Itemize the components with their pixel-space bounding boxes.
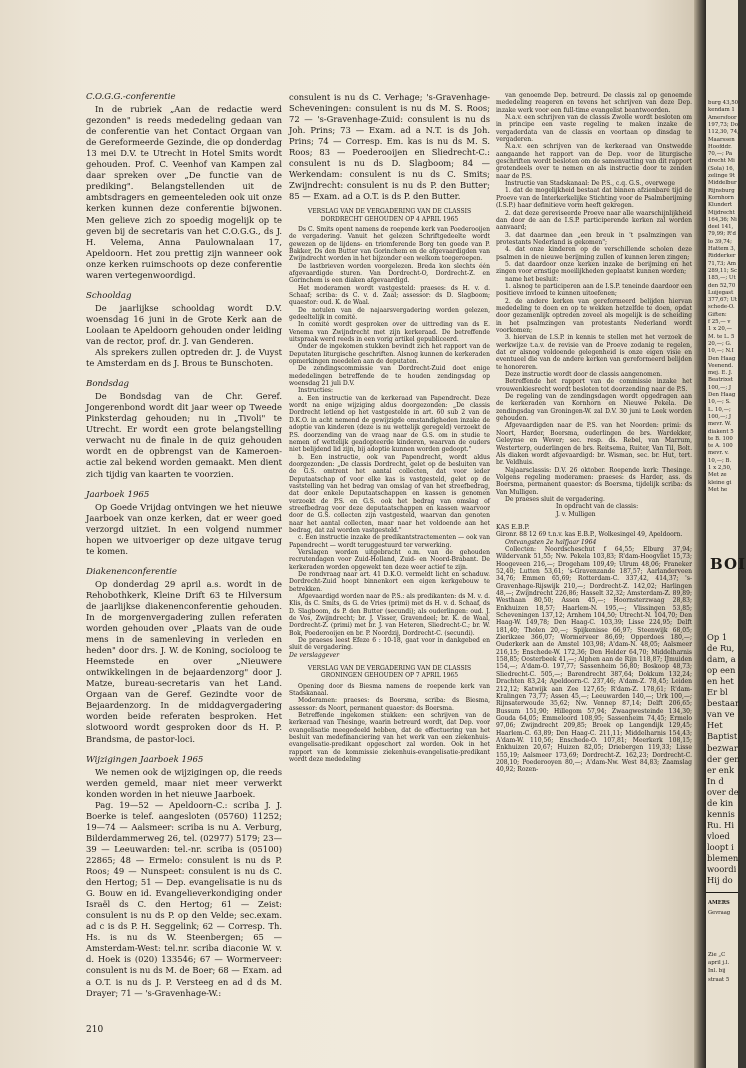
- next-page-line: Met ze: [708, 472, 727, 479]
- next-page-line: Rijnsburg: [708, 187, 735, 194]
- next-page-line: Klundert: [708, 202, 733, 209]
- next-page-line: te A. 100: [708, 443, 733, 450]
- next-page-line: Hij do: [707, 875, 733, 886]
- next-page-line: 100,—; J: [708, 413, 732, 420]
- next-page-line: Luijegast: [708, 289, 734, 296]
- next-page-line: Zie „C: [708, 952, 726, 958]
- next-page-line: te B. 100: [708, 435, 733, 442]
- report-paragraph: 5. dat daardoor onze kerken inzake de berijming en het zingen voor ernstige moeilijkheden geplaatst kunnen worden;: [496, 260, 692, 276]
- report-paragraph: Onder de ingekomen stukken bevindt zich het rapport van de Deputaten liturgische geschriften. Alsnog kunnen de kerkeraden opmerkingen meedelen aan de deputaten.: [289, 343, 490, 366]
- signature-line-1: In opdracht van de classis:: [556, 503, 639, 511]
- next-page-line: Met he: [708, 486, 728, 493]
- kas-intro: Gironr. 88 12 69 t.n.v. kas E.B.P., Wolkesingel 49, Apeldoorn.: [496, 531, 683, 539]
- next-page-line: drecht Mi: [708, 158, 735, 165]
- column-3: [496, 92, 692, 774]
- next-page-line: mevr. W.: [708, 421, 732, 428]
- paragraph-schooldag-1: De jaarlijkse schooldag wordt D.V. woensdag 16 juni in de Grote Kerk aan de Loolaan te Apeldoorn gehouden onder leiding van de rector, prof. dr. J. van Genderen.: [86, 302, 282, 346]
- next-page-line: lo 39,74;: [708, 238, 732, 245]
- report-paragraph: van genoemde Dep. betreurd. De classis zal op genoemde mededeling reageren en tevens het schrijven van deze Dep. inzake werk voor een full-time evangelist beantwoorden.: [496, 92, 692, 114]
- divider-line: [706, 892, 738, 893]
- next-page-line: 10,—; S.: [708, 399, 731, 406]
- next-page-line: burg 43,50: [708, 100, 739, 106]
- next-page-line: In d: [707, 775, 724, 786]
- report-paragraph: Betreffende het rapport van de commissie inzake het vrouwenkiesrecht wordt besloten tot doorzending naar de P.S.: [496, 378, 692, 393]
- next-page-line: bestaar: [707, 698, 739, 709]
- next-page-line: 1 x 2,50,: [708, 465, 732, 471]
- next-page-line: Mijdrecht: [708, 209, 735, 216]
- section-heading-bondsdag: Bondsdag: [86, 379, 130, 390]
- report-signature-dordrecht: De verslaggever: [289, 651, 340, 659]
- next-page-line: woordi: [707, 864, 737, 875]
- paragraph-schooldag-2: Als sprekers zullen optreden dr. J. de Vuyst te Amsterdam en ds J. Brous te Bunschoten.: [86, 347, 282, 369]
- report-title-groningen: VERSLAG VAN DE VERGADERING VAN DE CLASSIS GRONINGEN GEHOUDEN OP 7 APRIL 1965: [307, 665, 472, 680]
- report-paragraph: Afgevaardigd worden naar de P.S.: als predikanten: ds M. v. d. Klis, ds C. Smits, ds G. de Vries (primi) met ds H. v. d. Schaaf, ds D. Slagboom, ds P. den Butter (secundi); als ouderlingen: oud. J. de Vos, Zwijndrecht; br. J. Visser, Gravendeel; br. K. de Waal, Dordrecht-Z. (primi) met br. J. van Heteren, Sliedrecht-C.; br. W. Bok, Poederooijen en br. P. Noordzij, Dordrecht-C. (secundi).: [289, 593, 490, 637]
- report-paragraph: Moderamen: praeses: ds Boersma, scriba: ds Biesma, assessor: ds Noort, permanent quaestor: ds Boersma.: [289, 697, 490, 712]
- paragraph-cogg: In de rubriek „Aan de redactie werd gezonden" is reeds mededeling gedaan van de conferentie van het Contact Orgaan van de Gereformeerde Gezinde, die op donderdag 13 mei D.V. te Utrecht in Hotel Smits wordt gehouden. Prof. C. Veenhof van Kampen zal daar spreken over „De functie van de prediking". Belangstellenden uit de ambtsdragers en gemeenteleden ook uit onze kerken kunnen deze conferentie bijwonen. Men gelieve zich zo spoedig mogelijk op te geven bij de secretaris van het C.O.G.G., ds J. H. Velema, Anna Paulownalaan 17, Apeldoorn. Het zou prettig zijn wanneer ook onze kerken ruimschoots op deze conferentie waren vertegenwoordigd.: [86, 104, 282, 280]
- next-page-line: straat 5: [708, 976, 730, 983]
- next-page-line: Baptist: [707, 731, 738, 742]
- paragraph-wijzigingen-continued: consulent is nu ds C. Verhage; 's-Gravenhage-Scheveningen: consulent is nu ds M. S. Roos; 72 — 's-Gravenhage-Zuid: consulent is nu ds Joh. Prins; 73 — Exam. ad a N.T. is ds Joh. Prins; 74 — Corresp. Em. kas is nu ds M. S. Roos; 83 — Poederooijen en Sliedrecht-C.: consulent is nu ds D. Slagboom; 84 — Werkendam: consulent is nu ds C. Smits; Zwijndrecht: consulent is nu ds P. den Butter; 85 — Exam. ad a O.T. is ds P. den Butter.: [289, 92, 490, 202]
- report-paragraph: Afgevaardigden naar de P.S. van het Noorden: primi: ds Noort, Harder, Boersma, ouderlingen de brs. Wardekker, Geleynse en Wever; sec. resp. ds. Rebel, van Marrum, Westerterp, ouderlingen de brs. Reitsema, Ruiter, Van Til, Bolt. Als diaken wordt afgevaardigd: br. Wisman, sec. br. Hut, tert. br. Veldhuis.: [496, 422, 692, 467]
- next-page-line: Er bl: [707, 687, 728, 698]
- book-spine: [694, 0, 706, 1068]
- report-paragraph: In comité wordt gesproken over de uittreding van ds E. Venema van Zwijndrecht met zijn kerkeraad. De betreffende uitspraak werd reeds in een vorig artikel gepubliceerd.: [289, 321, 490, 344]
- next-page-line: 100,—; J: [708, 384, 732, 391]
- section-heading-schooldag: Schooldag: [86, 290, 132, 301]
- report-paragraph: 4. dat onze kinderen op de verschillende scholen deze psalmen in de nieuwe berijming zullen of kunnen leren zingen;: [496, 246, 692, 261]
- next-page-line: Den Haag: [708, 355, 736, 362]
- next-page-line: Amersfoor: [708, 114, 737, 121]
- next-page-line: Middelbur: [708, 180, 737, 187]
- next-page-fragment: [706, 0, 746, 1068]
- paragraph-wijzigingen-2: Pag. 19—52 — Apeldoorn-C.: scriba J. J. Boerke is telef. aangesloten (05760) 11252; 19—74 — Aalsmeer: scriba is nu A. Verburg, Bilderdammerweg 26, tel. (02977) 5179; 23—39 — Leeuwarden: tel.-nr. scriba is (05100) 22865; 48 — Ermelo: consulent is nu ds P. Roos; 49 — Nunspeet: consulent is nu ds C. den Hertog; 51 — Dep. evangelisatie is nu ds G. Bouw en id. Evangelieverkondiging onder Israël ds C. den Hertog; 61 — Zeist: consulent is nu ds P. op den Velde; sec.exam. ad c is ds P. H. Seggelink; 62 — Corresp. Th. Hs. is nu ds W. Steenbergen; 65 — Amsterdam-West: tel.nr. scriba diaconie W. v. d. Hoek is (020) 133546; 67 — Wormerveer: consulent is nu ds M. de Boer; 68 — Exam. ad a O.T. is nu ds J. P. Versteeg en ad d ds M. Drayer; 71 — 's-Gravenhage-W.:: [86, 799, 282, 998]
- next-page-line: kennis: [707, 808, 735, 819]
- report-paragraph: De lastbrieven worden voorgelezen. Breda kon slechts één afgevaardigde sturen. Van Dordrecht-O, Dordrecht-Z. en Gorinchem is een diaken afgevaardigd.: [289, 262, 490, 285]
- next-page-line: kleine gi: [708, 479, 732, 486]
- next-page-line: 71,73; Am: [708, 260, 736, 267]
- report-paragraph: Verslagen worden uitgebracht o.m. van de gehouden recrutendagen voor Zuid-Holland, Zuid- en Noord-Brabant. De kerkeraden worden opgewekt ten deze weer actief te zijn.: [289, 549, 490, 571]
- report-paragraph: 2. de andere kerken van gereformeerd belijden hiervan mededeling te doen en op te wekken hetzelfde te doen, opdat door gezamenlijk optreden zoveel als mogelijk is de scheiding in het psalmzingen van protestants Nederland wordt voorkomen;: [496, 297, 692, 334]
- report-paragraph: De praeses sluit de vergadering.: [505, 495, 605, 503]
- report-paragraph: Opening door ds Biesma namens de roepende kerk van Stadskanaal.: [289, 682, 490, 697]
- report-paragraph: N.a.v. een schrijven van de kerkeraad van Onstwedde aangaande het rapport van de Dep. voor de liturgische geschriften wordt besloten om de samenvatting van dit rapport grotendeels over te nemen en als instructie door te zenden naar de P.S.: [496, 143, 692, 180]
- next-page-line: 289,11; Sc: [708, 267, 738, 274]
- next-page-line: Ru. Hi: [707, 819, 735, 830]
- kas-subtitle: Ontvangsten 2e halfjaar 1964: [505, 538, 597, 546]
- report-paragraph: 3. hiervan de I.S.P. in kennis te stellen met het verzoek de werkwijze t.a.v. de revisie van de Proeve zodanig te regelen, dat er alsnog voldoende gelegenheid is onze eigen visie en eventueel die van de andere kerken van gereformeerd belijden te honoreren.: [496, 334, 692, 371]
- report-paragraph: 3. dat daarmee dan „een breuk in 't psalmzingen van protestants Nederland is gekomen";: [496, 231, 692, 246]
- report-paragraph: De praeses leest Efeze 6 : 10-18, gaat voor in dankgebed en sluit de vergadering.: [289, 637, 490, 652]
- report-paragraph: Ds C. Smits opent namens de roepende kerk van Poederooijen de vergadering. Vanuit het gelezen Schriftgedeelte wordt gewezen op de lijdens- en triomferende Borg ten goede van P. Bakker, Ds den Butter van Gorinchem en de afgevaardigden van Zwijndrecht worden in het bijzonder een welkom toegeroepen.: [289, 225, 490, 263]
- next-page-line: f 25,— v: [708, 319, 731, 325]
- report-paragraph: 1. alsnog te participeren aan de I.S.P. teneinde daardoor een positieve invloed te kunnen uitoefenen;: [496, 282, 692, 298]
- report-paragraph: 1. dat de mogelijkheid bestaat dat binnen afzienbare tijd de Proeve van de Interkerkelijke Stichting voor de Psalmberijming (I.S.P.) haar definitieve vorm heeft gekregen.: [496, 187, 692, 210]
- next-page-line: deel 141,: [708, 224, 734, 231]
- next-page-line: Hattem 3,: [708, 246, 736, 252]
- next-page-line: Inl. bij: [708, 968, 726, 975]
- paragraph-jaarboek: Op Goede Vrijdag ontvingen we het nieuwe Jaarboek van onze kerken, dat er weer goed verzorgd uitziet. In een volgend nummer hopen we uitvoeriger op deze uitgave terug te komen.: [86, 501, 282, 556]
- next-page-line: zelinge 9t: [708, 173, 735, 179]
- next-page-line: Kornhorn: [708, 194, 734, 201]
- report-paragraph: Betreffende ingekomen stukken: een schrijven van de kerkeraad van Thesinge, waarin betreurd wordt, dat Dep. voor evangelisatie meegedeeld hebben, dat de effectuering van het besluit van medefinanciering van het werk van een ziekenhuis-evangelisatie-predikant opgeschort zal worden. Ook in het rapport van de kommissie ziekenhuis-evangelisatie-predikant wordt deze mededeling: [289, 711, 490, 763]
- report-paragraph: b. Een instructie, ook van Papendrecht, wordt aldus doorgezonden: „De classis Dordrecht, gelet op de besluiten van de G.S. omtrent het aantal collecten, dat voor ieder Deputaatschap of voor elke kas is vastgesteld, gelet op de vaststelling van het bedrag van omslag of van het streefbedrag, dat door enkele Deputaatschappen en kassen is genomen verzoekt de P.S. en G.S. ook het bedrag van omslag of streefbedrag voor deze deputaatschappen en kassen waarvoor door de G.S. collecten zijn vastgesteld, waarvan dan genoten naar het aantal collecten, maar naar het voldoende aan het bedrag, dat zal worden vastgesteld.": [289, 453, 490, 534]
- report-paragraph: a. Een instructie van de kerkeraad van Papendrecht. Deze wordt na enige wijziging aldus doorgezonden: „De classis Dordrecht letlend op het vastgestelde in art. 60 sub 2 van de D.K.O. in acht nemend de gewijzigde omstandigheden inzake de adoptie van kinderen (deze is nu wettelijk geregeld) verzoekt de P.S. doorzending van de vraag naar de G.S. om in studie te nemen of wettelijk geadopteerde kinderen, waarvan de ouders niet belijdend lid zijn, bij adoptie kunnen worden gedoopt.": [289, 394, 490, 454]
- report-paragraph: De rondvraag naar art. 41 D.K.O. vermeldt licht en schaduw. Dordrecht-Zuid hoopt binnenkort een eigen kerkgebouw te betrekken.: [289, 571, 490, 593]
- next-page-line: M. te L. 5: [708, 333, 735, 340]
- next-page-line: 112,30, 74,: [708, 129, 739, 136]
- report-groningen-body: [289, 683, 490, 764]
- next-page-line: schede-O.: [708, 304, 735, 311]
- next-page-line: 377,67; Ut: [708, 297, 738, 304]
- next-page-line: april j.l.: [708, 960, 730, 967]
- next-page-line: 185,—; Ut: [708, 275, 736, 282]
- next-page-line: L. 10,—;: [708, 406, 731, 413]
- next-page-line: loopt i: [707, 841, 734, 852]
- report-paragraph: De notulen van de najaarsvergadering worden gelezen, gedeeltelijk in comité.: [289, 306, 490, 321]
- next-page-line: er enk: [707, 764, 735, 775]
- next-page-amers: AMERS: [708, 900, 730, 906]
- next-page-line: diakent 5: [708, 428, 734, 435]
- next-page-line: kendam 1: [708, 107, 735, 114]
- report-paragraph: Instructie van Stadskanaal: De P.S., c.q. G.S., overwege: [505, 180, 675, 188]
- kas-collecten: Collecten: Noordscheschut f 64,55; Elburg 37,94; Wildervank 51,55; Nw. Pekela 103,83; R'dam-Hoogvliet 15,73; Hoogeveen 216,—; Drogeham 109,49; Ulrum 48,06; Franeker 52,40; Lutten 53,61; 's-Gravenzande 187,57; Aarlanderveen 34,76; Emmen 65,69; Rotterdam-C. 337,42, 414,37; 's-Gravenhage-Rijswijk 210,—; Dordrecht-Z. 142,02; Harlingen 48,—; Zwijndrecht 226,86; Hasselt 32,32; Amsterdam-Z. 89,89; Westhaan 80,50; Assen 45,—; Hoornsterzwaag 28,83; Enkhuizen 18,57; Haarlem-N. 195,—; Vlissingen 53,85; Scheveningen 137,12; Arnhem 104,50; Utrecht-N. 104,70; Den Haag-W. 149,78; Den Haag-C. 103,39; Lisse 224,95; Delft 181,40; Tholen 20,—; Spijkenisse 66,97; Steenwijk 68,05; Zierikzee 366,07; Wormerveer 86,69; Opperdoes 180,—; Ouderkerk aan de Amstel 103,98; A'dam-N. 48,05; Aalsmeer 216,15; Enschede-W. 172,36; Den Helder 64,70; Middelharnis 158,85; Oosterbeek 41,—; Alphen aan de Rijn 118,87; IJmuiden 154,—; A'dam-O. 197,77; Sassenheim 56,80; Boskoop 48,73; Sliedrecht-C. 505,—; Barendrecht 387,64; Dokkum 132,24; Drachten 83,24; Apeldoorn-C. 237,46; A'dam-Z. 78,45; Leiden 212,12; Katwijk aan Zee 127,65; R'dam-Z. 178,61; R'dam-Kralingen 73,77; Assen 45,—; Leeuwarden 140,—; Urk 100,—; Rijnsaterwoude 35,62; Nw. Vennep 87,14; Delft 206,65; Bussum 151,90; Hillegom 57,94; Zwaagwesteinde 134,30; Gouda 64,05; Emmeloord 108,95; Sassenheim 74,45; Ermelo 97,06; Zwijndrecht 209,85; Broek op Langendijk 129,45; Haarlem-C. 63,89; Den Haag-C. 211,11; Middelharnis 154,43; A'dam-W. 110,56; Enschede-O. 107,81; Meerkerk 108,15; Enkhuizen 20,67; Huizen 82,05; Driebergen 119,33; Lisse 155,19; Aalsmeer 173,69; Dordrecht-Z. 162,23; Dordrecht-C. 208,10; Poederooyen 80,—; A'dam-Nw. West 84,83; Zaamslag 40,92; Rozen-: [496, 545, 692, 774]
- report-paragraph: De zendingscommissie van Dordrecht-Zuid doet enige mededelingen betreffende de te houden zendingsdag op woensdag 21 juli D.V.: [289, 365, 490, 388]
- report-paragraph: N.a.v. een schrijven van de classis Zwolle wordt besloten om in principe een vaste regeling te maken inzake de vergaderdata van de classis en voortaan op dinsdag te vergaderen.: [496, 114, 692, 144]
- next-page-line: de kin: [707, 797, 734, 808]
- section-heading-jaarboek: Jaarboek 1965: [86, 489, 150, 500]
- next-page-line: 10,—; N.I: [708, 348, 734, 355]
- next-page-line: Maarssen: [708, 136, 735, 143]
- paragraph-wijzigingen-1: We nemen ook de wijzigingen op, die reeds werden gemeld, maar niet meer verwerkt konden worden in het nieuwe Jaarboek.: [86, 766, 282, 799]
- next-page-line: 70,—; Pa: [708, 151, 733, 158]
- next-page-line: bezwar: [707, 742, 738, 753]
- next-page-line: vloed: [707, 830, 730, 841]
- kas-title: KAS E.B.P.: [496, 523, 530, 531]
- report-paragraph: De regeling van de zendingsdagen wordt opgedragen aan de kerkeraden van Kornhorn en Nieuwe Pekela. De zendingsdag van Groningen-W. zal D.V. 30 juni te Leek worden gehouden.: [496, 393, 692, 423]
- next-page-line: blemen: [707, 853, 739, 863]
- report-paragraph: Instructies:: [298, 387, 334, 395]
- next-page-line: mevr. v.: [708, 450, 729, 457]
- next-page-line: 20,—; G.: [708, 340, 732, 347]
- paragraph-bondsdag: De Bondsdag van de Chr. Geref. Jongerenbond wordt dit jaar weer op Tweede Pinksterdag gehouden; nu in „Tivoli" te Utrecht. Er wordt een grote belangstelling verwacht nu de finale in de quiz gehouden wordt en de opbrengst van de Kameroen-actie zal bekend worden gemaakt. Men dient zich tijdig van kaarten te voorzien.: [86, 391, 282, 479]
- report-groningen-continued: [496, 92, 692, 503]
- next-page-line: over de: [707, 786, 739, 797]
- next-page-line: mej. E. J.: [708, 370, 733, 377]
- page-number: 210: [86, 1025, 104, 1035]
- next-page-line: van ve: [707, 709, 735, 720]
- next-page-line: Op 1: [707, 632, 728, 642]
- next-page-line: 197,73; Do: [708, 121, 738, 128]
- report-paragraph: Najaarsclassis: D.V. 26 oktober. Roepende kerk: Thesinge. Volgens regeling moderamen: praeses: ds Harder, ass. ds Boersma, permanent quaestor: ds Boersma, tijdelijk scriba: ds Van Mulligen.: [496, 466, 692, 496]
- next-page-line: Giften:: [708, 311, 727, 318]
- report-paragraph: Het moderamen wordt vastgesteld: praeses: ds H. v. d. Schaaf; scriba: ds C. v. d. Zaal; assessor: ds D. Slagboom; quaestor: oud. K. de Waal.: [289, 284, 490, 307]
- signature-line-2: J. v. Mulligen: [556, 510, 596, 518]
- next-page-heading: BOI: [710, 555, 746, 573]
- report-dordrecht-body: [289, 226, 490, 652]
- next-page-line: Beatrixst: [708, 377, 733, 384]
- next-page-line: Den Haag: [708, 392, 736, 398]
- next-page-line: Veenend.: [708, 362, 734, 369]
- section-heading-cogg: C.O.G.G.-conferentie: [86, 92, 176, 102]
- column-1: [86, 92, 282, 999]
- column-2: [289, 92, 490, 763]
- next-page-line: Hoofddr.: [708, 143, 732, 150]
- next-page-line: op een: [707, 665, 736, 676]
- next-page-amers-sub: Gevraag: [708, 910, 731, 916]
- next-page-line: en het: [707, 676, 734, 687]
- paragraph-diakenen: Op donderdag 29 april a.s. wordt in de Rehobothkerk, Kleine Drift 63 te Hilversum de jaarlijkse diakenenconferentie gehouden. In de morgenvergadering zullen referaten worden gehouden over „Plaats van de oude mens in de samenleving in verleden en heden" door drs. J. W. de Koning, socioloog te Heemstede en over „Nieuwere ontwikkelingen in de bejaardenzorg" door J. Matze, bureau-secretaris van het Land. Orgaan van de Geref. Gezindte voor de Bejaardenzorg. In de middagvergadering worden beide referaten besproken. Het slotwoord wordt gesproken door ds H. P. Brandsma, de pastor-loci.: [86, 578, 282, 744]
- next-page-line: dam, a: [707, 654, 736, 665]
- next-page-line: (Sola) 16,: [708, 165, 735, 172]
- report-paragraph: c. Een instructie inzake de predikantstractementen — ook van Papendrecht — wordt teruggestuurd ter verwerking.: [289, 534, 490, 549]
- next-page-line: de Ru,: [707, 643, 735, 654]
- next-page-line: Ridderker: [708, 253, 736, 260]
- report-paragraph: Deze instructie wordt door de classis aangenomen.: [505, 371, 663, 379]
- report-paragraph: 2. dat deze gereviseerde Proeve naar alle waarschijnlijkheid dan door de aan de I.S.P. participerende kerken zal worden aanvaard;: [496, 209, 692, 232]
- next-page-line: der gen: [707, 753, 740, 764]
- report-paragraph: name het besluit:: [505, 275, 559, 283]
- next-page-line: 164,36; Ni: [708, 216, 737, 223]
- next-page-line: Het: [707, 720, 723, 731]
- next-page-line: 79,99; R'd: [708, 231, 736, 238]
- report-title-dordrecht: VERSLAG VAN DE VERGADERING VAN DE CLASSIS DORDRECHT GEHOUDEN OP 4 APRIL 1965: [307, 208, 472, 223]
- section-heading-diakenen: Diakenenconferentie: [86, 566, 178, 577]
- next-page-line: 10,—; B.: [708, 457, 732, 464]
- next-page-line: den 52,70: [708, 282, 736, 289]
- next-page-line: 1 x 20,—: [708, 326, 732, 333]
- section-heading-wijzigingen: Wijzigingen Jaarboek 1965: [86, 754, 204, 765]
